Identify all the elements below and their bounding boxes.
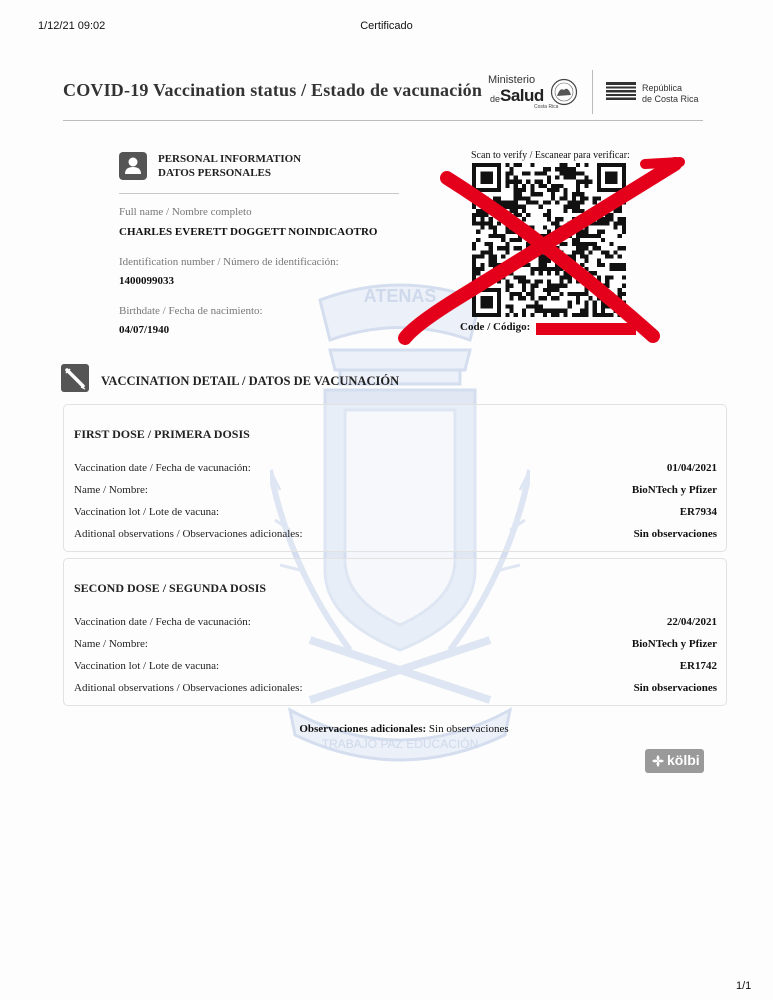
second-dose-obs-label: Aditional observations / Observaciones adicionales: [74, 682, 303, 694]
second-dose-name-label: Name / Nombre: [74, 638, 148, 650]
additional-observations-value: Sin observaciones [428, 723, 509, 735]
kolbi-logo [645, 749, 704, 773]
vaccination-detail-title: VACCINATION DETAIL / DATOS DE VACUNACIÓN [101, 374, 400, 388]
additional-observations-label: Observaciones adicionales: [299, 723, 427, 735]
id-number-value: 1400099033 [119, 275, 174, 287]
first-dose-obs-label: Aditional observations / Observaciones adicionales: [74, 528, 303, 540]
first-dose-obs-value: Sin observaciones [633, 528, 717, 540]
seal-icon [550, 78, 578, 106]
republic-text-line2: de Costa Rica [642, 94, 699, 104]
first-dose-lot-label: Vaccination lot / Lote de vacuna: [74, 506, 220, 518]
header-divider [63, 120, 703, 121]
first-dose-date-value: 01/04/2021 [666, 462, 717, 474]
ministry-salud-text: Salud [500, 86, 544, 105]
crest-banner-top: ATENAS [363, 286, 437, 306]
republic-text-line1: República [642, 83, 683, 93]
personal-info-divider [119, 193, 399, 194]
crest-banner-bottom: TRABAJO PAZ EDUCACIÓN [321, 737, 479, 751]
kolbi-text: kölbi [667, 752, 700, 768]
first-dose-date-label: Vaccination date / Fecha de vacunación: [74, 462, 251, 474]
flag-icon [606, 82, 636, 100]
code-label: Code / Código: [460, 321, 531, 333]
syringe-icon [61, 364, 89, 392]
first-dose-name-label: Name / Nombre: [74, 484, 148, 496]
ministry-top-text: Ministerio [488, 74, 536, 86]
ministry-logo [488, 74, 584, 110]
second-dose-lot-label: Vaccination lot / Lote de vacuna: [74, 660, 220, 672]
second-dose-title: SECOND DOSE / SEGUNDA DOSIS [74, 581, 267, 595]
personal-info-title-es: DATOS PERSONALES [158, 167, 271, 179]
first-dose-lot-value: ER7934 [679, 506, 717, 518]
page-number: 1/1 [736, 980, 752, 992]
second-dose-name-value: BioNTech y Pfizer [631, 638, 717, 650]
ministry-de-text: de [490, 94, 501, 104]
first-dose-card [63, 404, 727, 552]
print-title: Certificado [360, 20, 413, 32]
full-name-value: CHARLES EVERETT DOGGETT NOINDICAOTRO [119, 226, 378, 238]
personal-info-title-en: PERSONAL INFORMATION [158, 153, 302, 165]
scan-label: Scan to verify / Escanear para verificar: [471, 150, 630, 161]
id-number-label: Identification number / Número de identificación: [119, 256, 339, 268]
second-dose-date-label: Vaccination date / Fecha de vacunación: [74, 616, 251, 628]
person-icon [119, 152, 147, 180]
additional-observations [0, 723, 773, 735]
first-dose-name-value: BioNTech y Pfizer [631, 484, 717, 496]
print-date: 1/12/21 09:02 [38, 20, 106, 32]
ministry-country-text: Costa Rica [534, 104, 559, 110]
birthdate-label: Birthdate / Fecha de nacimiento: [119, 305, 263, 317]
birthdate-value: 04/07/1940 [119, 324, 170, 336]
second-dose-card [63, 558, 727, 706]
kolbi-leaf-icon [650, 753, 666, 769]
full-name-label: Full name / Nombre completo [119, 206, 252, 218]
first-dose-title: FIRST DOSE / PRIMERA DOSIS [74, 427, 250, 441]
second-dose-date-value: 22/04/2021 [666, 616, 717, 628]
second-dose-obs-value: Sin observaciones [633, 682, 717, 694]
logo-separator [592, 70, 593, 114]
document-title: COVID-19 Vaccination status / Estado de vacunación [63, 80, 483, 100]
red-x-redaction [395, 150, 695, 350]
second-dose-lot-value: ER1742 [679, 660, 717, 672]
